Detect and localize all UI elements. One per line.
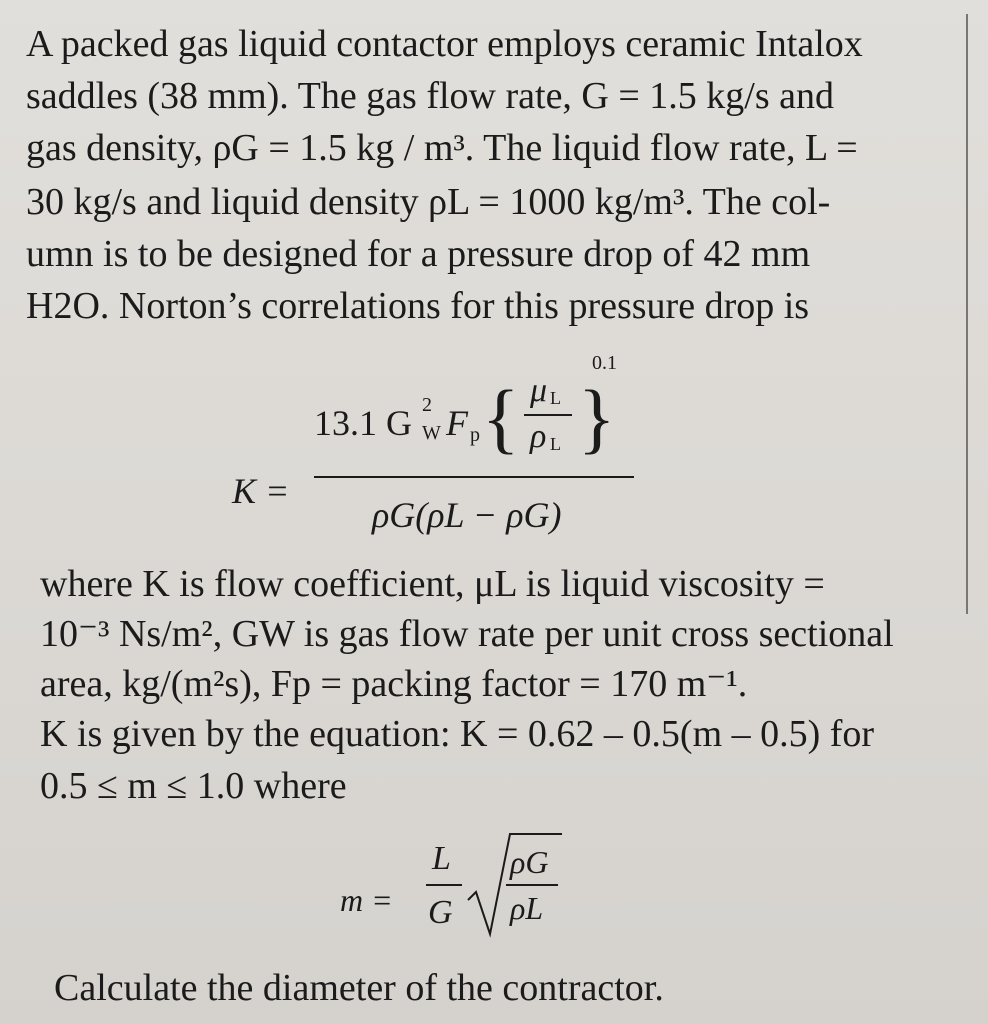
after-eq-line-3: area, kg/(m²s), Fp = packing factor = 170 m⁻¹. [40,663,748,705]
eq-fp: F [446,403,468,443]
eq2-g: G [428,894,453,931]
problem-line-6: H2O. Norton’s correlations for this pressure drop is [26,285,810,327]
eq-numerator-coef: 13.1 G [314,403,412,443]
eq-right-brace: } [578,374,616,461]
after-eq-line-4: K is given by the equation: K = 0.62 – 0.5(m – 0.5) for [40,713,875,755]
eq-mu: μ [530,372,548,409]
m-equation [340,840,570,950]
eq2-lhs: m = [340,882,393,918]
eq-gw-superscript: 2 [422,394,432,416]
after-eq-line-5: 0.5 ≤ m ≤ 1.0 where [40,765,347,807]
eq-inner-fraction-bar [524,414,572,416]
eq-exponent: 0.1 [592,352,617,374]
page-edge [966,14,968,614]
eq-k-lhs: K = [232,471,290,511]
eq2-rho-l: ρL [510,890,544,926]
after-eq-line-2: 10⁻³ Ns/m², GW is gas flow rate per unit cross sectional [40,613,894,655]
eq-mu-subscript: L [550,388,561,408]
eq-rho-l-subscript: L [550,434,561,454]
problem-line-2: saddles (38 mm). The gas flow rate, G = 1.5 kg/s and [26,75,835,117]
eq2-inner-fraction-bar [506,884,558,886]
eq2-l: L [432,840,451,877]
problem-line-1: A packed gas liquid contactor employs ceramic Intalox [26,23,863,65]
final-question: Calculate the diameter of the contractor. [54,967,664,1009]
eq-rho-l: ρ [530,418,547,455]
eq-main-fraction-bar [314,476,634,478]
eq2-fraction-bar [426,884,462,886]
eq2-rho-g: ρG [510,844,549,880]
eq-gw-subscript: W [422,422,441,444]
after-eq-line-1: where K is flow coefficient, μL is liquid viscosity = [40,563,825,605]
norton-correlation-equation [232,352,652,552]
eq-fp-subscript: p [470,424,480,446]
problem-line-5: umn is to be designed for a pressure drop of 42 mm [26,233,811,275]
eq-denominator: ρG(ρL − ρG) [372,495,562,535]
problem-line-3: gas density, ρG = 1.5 kg / m³. The liquid flow rate, L = [26,127,858,169]
eq-left-brace: { [482,374,520,461]
problem-line-4: 30 kg/s and liquid density ρL = 1000 kg/m³. The col- [26,181,831,223]
